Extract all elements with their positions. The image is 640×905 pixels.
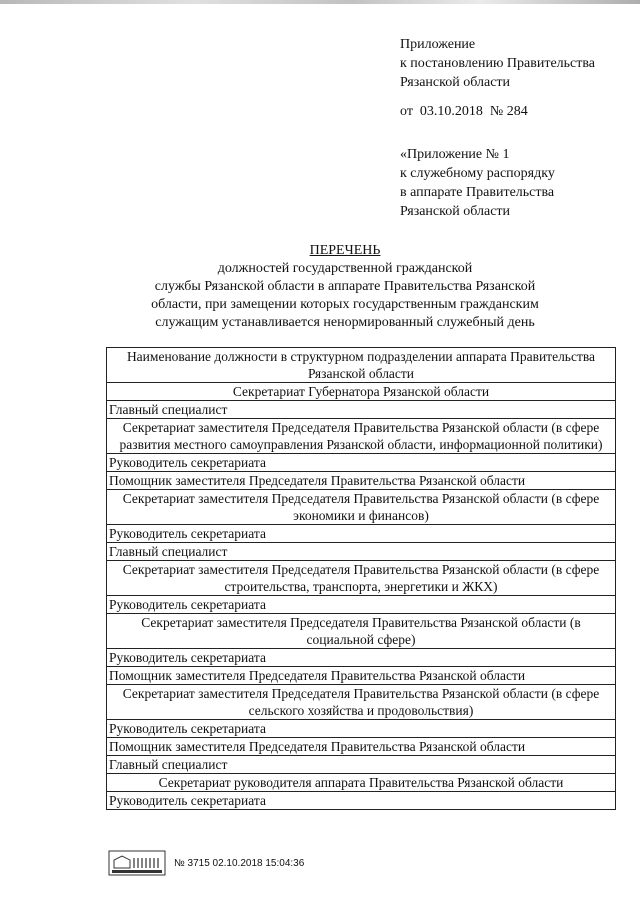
appendix-line-3: Рязанской области xyxy=(400,75,511,90)
table-cell: Секретариат заместителя Председателя Правительства Рязанской области (в сфере сельского хозяйства и продовольствия) xyxy=(107,685,616,720)
footer xyxy=(108,850,304,876)
table-row xyxy=(107,525,616,543)
table-cell: Главный специалист xyxy=(107,543,616,561)
table-row xyxy=(107,774,616,792)
table-cell: Руководитель секретариата xyxy=(107,792,616,810)
table-cell: Руководитель секретариата xyxy=(107,525,616,543)
table-cell: Секретариат заместителя Председателя Правительства Рязанской области (в сфере строительства, транспорта, энергетики и ЖКХ) xyxy=(107,561,616,596)
table-row xyxy=(107,792,616,810)
table-row xyxy=(107,419,616,454)
table-cell: Главный специалист xyxy=(107,756,616,774)
table-row xyxy=(107,348,616,383)
table-cell: Главный специалист xyxy=(107,401,616,419)
table-row xyxy=(107,383,616,401)
table-cell: Секретариат заместителя Председателя Правительства Рязанской области (в социальной сфере) xyxy=(107,614,616,649)
table-row xyxy=(107,472,616,490)
table-row xyxy=(107,649,616,667)
title-line-3: службы Рязанской области в аппарате Правительства Рязанской xyxy=(154,279,536,294)
table-cell: Секретариат заместителя Председателя Правительства Рязанской области (в сфере экономики и финансов) xyxy=(107,490,616,525)
registry-stamp-icon xyxy=(108,850,166,876)
table-row xyxy=(107,738,616,756)
appendix2-line-4: Рязанской области xyxy=(400,204,511,219)
table-cell: Руководитель секретариата xyxy=(107,596,616,614)
positions-table xyxy=(106,347,616,810)
appendix2-line-1: «Приложение № 1 xyxy=(400,147,510,162)
table-cell: Руководитель секретариата xyxy=(107,720,616,738)
positions-table-body xyxy=(107,348,616,810)
appendix-header xyxy=(400,35,595,121)
appendix2-line-2: к служебному распорядку xyxy=(400,166,555,181)
table-row xyxy=(107,614,616,649)
table-row xyxy=(107,561,616,596)
table-row xyxy=(107,756,616,774)
appendix-line-1: Приложение xyxy=(400,37,476,52)
table-cell: Помощник заместителя Председателя Правительства Рязанской области xyxy=(107,472,616,490)
table-cell: Руководитель секретариата xyxy=(107,454,616,472)
scan-edge xyxy=(0,0,640,4)
appendix-line-4: от 03.10.2018 № 284 xyxy=(400,104,528,119)
appendix2-line-3: в аппарате Правительства xyxy=(400,185,555,200)
table-row xyxy=(107,454,616,472)
table-cell: Секретариат Губернатора Рязанской области xyxy=(107,383,616,401)
table-row xyxy=(107,543,616,561)
table-cell: Секретариат заместителя Председателя Правительства Рязанской области (в сфере развития местного самоуправления Рязанской области, информационной политики) xyxy=(107,419,616,454)
table-cell: Наименование должности в структурном подразделении аппарата Правительства Рязанской области xyxy=(107,348,616,383)
table-row xyxy=(107,720,616,738)
table-cell: Руководитель секретариата xyxy=(107,649,616,667)
title-line-2: должностей государственной гражданской xyxy=(217,261,473,276)
table-row xyxy=(107,596,616,614)
title-line-4: области, при замещении которых государственным гражданским xyxy=(151,297,539,312)
document-title xyxy=(110,242,580,332)
table-row xyxy=(107,401,616,419)
title-line-5: служащим устанавливается ненормированный служебный день xyxy=(155,315,535,330)
table-row xyxy=(107,667,616,685)
title-line-1: ПЕРЕЧЕНЬ xyxy=(309,243,381,258)
appendix-reference xyxy=(400,145,555,221)
table-cell: Секретариат руководителя аппарата Правительства Рязанской области xyxy=(107,774,616,792)
registration-reference: № 3715 02.10.2018 15:04:36 xyxy=(174,857,305,869)
table-cell: Помощник заместителя Председателя Правительства Рязанской области xyxy=(107,667,616,685)
table-cell: Помощник заместителя Председателя Правительства Рязанской области xyxy=(107,738,616,756)
appendix-line-2: к постановлению Правительства xyxy=(400,56,596,71)
table-row xyxy=(107,685,616,720)
table-row xyxy=(107,490,616,525)
